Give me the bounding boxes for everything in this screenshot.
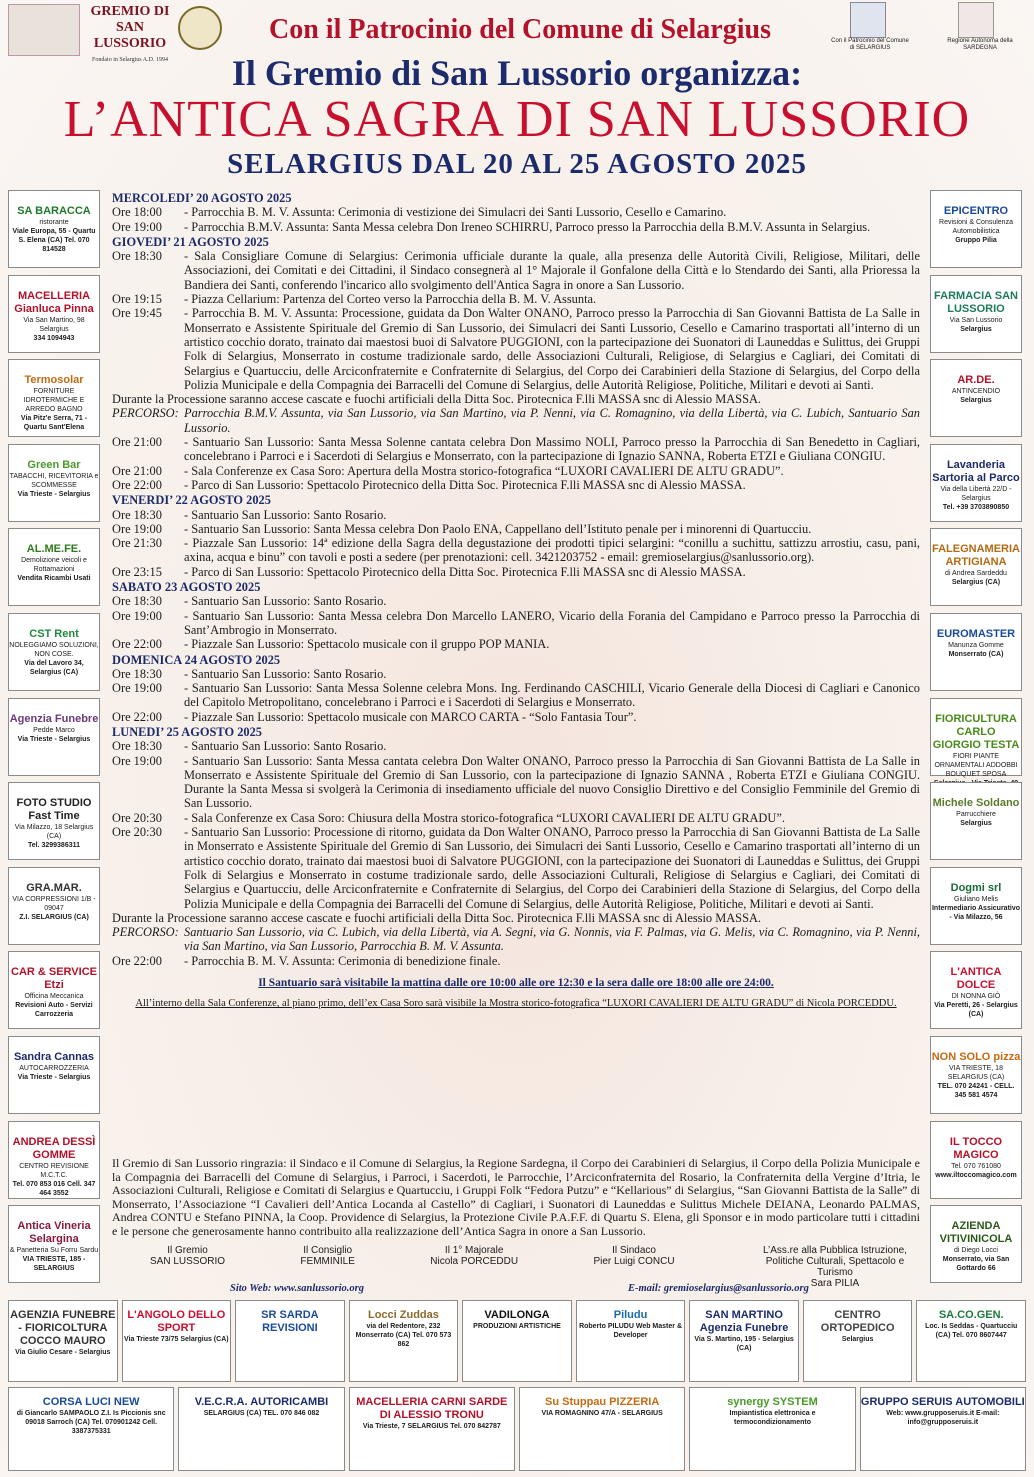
sponsor-ad bbox=[8, 1036, 100, 1114]
sponsor-name: AL.ME.FE. bbox=[26, 543, 82, 556]
sponsor-info: PRODUZIONI ARTISTICHE bbox=[473, 1323, 561, 1330]
sponsor-ad bbox=[8, 275, 100, 353]
sponsor-info: Via S. Martino, 195 - Selargius (CA) bbox=[694, 1336, 794, 1352]
event-desc: - Santuario San Lussorio: Santa Messa Solenne celebra Mons. Ing. Ferdinando CASCHILI, Vicario Generale della Diocesi di Cagliari e Canonico del Capitolo Metropolitano, concelebrano i Parroci e i Sacerdoti di Selargius e Monserrato. bbox=[184, 681, 920, 710]
sponsor-ad bbox=[8, 444, 100, 522]
sponsor-info: Intermediario Assicurativo - Via Milazzo, 56 bbox=[931, 904, 1021, 921]
signature-block bbox=[430, 1245, 518, 1289]
sponsor-sub: Revisioni & Consulenza Automobilistica bbox=[939, 219, 1013, 235]
sponsor-ad bbox=[930, 359, 1022, 437]
event-row bbox=[112, 825, 920, 911]
santuario-hours-text: Il Santuario sarà visitabile la mattina dalle ore 10:00 alle ore 12:30 e la sera dalle ore 18:00 alle ore 24:00. bbox=[258, 977, 774, 990]
thanks-paragraph: Il Gremio di San Lussorio ringrazia: il Sindaco e il Comune di Selargius, la Regione Sardegna, il Corpo dei Carabinieri di Selargius, il Corpo della Polizia Municipale e la Compagnia dei Barracelli del Comune di Selargius, i Parroci, i Sacerdoti, le Parrocchie, l’Arciconfraternita del Rosario, la Confraternita della Vergine d’Itria, le Associazioni Culturali, Religiose e Comitati di Selargius e Quartucciu, i Gruppi Folk “Fedora Putzu” e “Kellarious” di Selargius, “San Giovanni Battista de la Salle” di Monserrato, l’Associazione “I Cavalieri dell’Antica Locanda al Castello” di Cagliari, i Suonatori di Launeddas e Sulittus Michele DEIANA, Leonardo PALMAS, Andrea CONTU e Stefano PINNA, la Coop. Providence di Selargius, la Protezione Civile P.A.F.F. di Quartu S. Elena, gli Sponsor e in modo particolare tutti i cittadini e le persone che generosamente hanno contribuito alla realizzazione dell’Antica Sagra in onore a San Lussorio. bbox=[112, 1156, 920, 1238]
event-row bbox=[112, 681, 920, 710]
sponsor-ad bbox=[930, 867, 1022, 945]
sponsor-sub: di Diego Locci bbox=[954, 1247, 998, 1255]
event-time: Ore 19:00 bbox=[112, 521, 162, 536]
signature-role: Il 1° Majorale bbox=[444, 1245, 504, 1256]
event-time: Ore 23:15 bbox=[112, 564, 162, 579]
sponsor-name: Dogmi srl bbox=[950, 881, 1002, 894]
event-desc: - Santuario San Lussorio: Santa Messa celebra Don Paolo ENA, Cappellano dell’Istituto penale per i minorenni di Quartucciu. bbox=[184, 521, 812, 536]
fireworks-note: Durante la Processione saranno accese cascate e fuochi artificiali della Ditta Soc. Pirotecnica F.lli MASSA snc di Alessio MASSA. bbox=[112, 910, 762, 925]
percorso-route: Parrocchia B.M.V. Assunta, via San Lussorio, via San Martino, via P. Nenni, via C. Romagnino, via della Libertà, via C. Lubich, Santuario San Lussorio. bbox=[184, 406, 920, 435]
event-desc: - Parrocchia B. M. V. Assunta: Cerimonia di vestizione dei Simulacri dei Santi Lussorio, Cesello e Camarino. bbox=[184, 205, 727, 220]
event-row bbox=[112, 508, 920, 522]
event-time: Ore 18:30 bbox=[112, 666, 162, 681]
event-time: Ore 21:30 bbox=[112, 536, 162, 551]
sponsor-info: Selargius bbox=[960, 820, 992, 828]
sponsor-info: Tel. +39 3703890850 bbox=[942, 503, 1010, 511]
signature-name: FEMMINILE bbox=[300, 1256, 355, 1267]
sponsor-ad bbox=[689, 1387, 855, 1471]
sponsor-ad bbox=[178, 1387, 344, 1471]
sponsor-sub: CENTRO REVISIONE M.C.T.C. bbox=[19, 1162, 89, 1179]
sponsor-ad bbox=[8, 613, 100, 691]
sponsor-name: synergy SYSTEM bbox=[727, 1396, 818, 1408]
event-row bbox=[112, 522, 920, 536]
event-row bbox=[112, 637, 920, 651]
sponsor-ad bbox=[930, 613, 1022, 691]
sponsor-info: Via Pitz'e Serra, 71 - Quartu Sant'Elena bbox=[20, 415, 88, 432]
sponsor-name: EPICENTRO bbox=[943, 205, 1009, 217]
sponsor-name: SA.CO.GEN. bbox=[938, 1309, 1004, 1321]
sponsor-ad bbox=[519, 1387, 685, 1471]
signature-name: Nicola PORCEDDU bbox=[430, 1256, 519, 1267]
event-desc: - Santuario San Lussorio: Santo Rosario. bbox=[184, 739, 387, 754]
event-time: Ore 19:00 bbox=[112, 219, 162, 234]
sponsor-info: Loc. Is Seddas - Quartucciu (CA) Tel. 070 8607447 bbox=[925, 1323, 1018, 1339]
event-desc: - Parrocchia B.M.V. Assunta: Santa Messa celebra Don Ireneo SCHIRRU, Parroco presso la Parrocchia della B.M.V. Assunta in Selargius. bbox=[184, 219, 871, 234]
event-row bbox=[112, 478, 920, 492]
sponsor-ad bbox=[930, 782, 1022, 860]
sponsor-name: VADILONGA bbox=[484, 1309, 550, 1321]
email-link[interactable]: E-mail: gremioselargius@sanlussorio.org bbox=[628, 1283, 809, 1294]
day-heading: GIOVEDI’ 21 AGOSTO 2025 bbox=[112, 234, 269, 249]
sponsor-info: Roberto PILUDU Web Master & Developer bbox=[579, 1323, 682, 1339]
event-row bbox=[112, 306, 920, 392]
sponsor-info: Via Trieste - Selargius bbox=[17, 735, 91, 743]
event-time: Ore 19:00 bbox=[112, 681, 162, 696]
event-desc: - Piazzale San Lussorio: Spettacolo musicale con il gruppo POP MANIA. bbox=[184, 637, 550, 652]
event-time: Ore 19:15 bbox=[112, 292, 162, 307]
sponsor-name: Piludu bbox=[613, 1309, 648, 1321]
sponsor-sub: Demolizione veicoli e Rottamazioni bbox=[21, 557, 87, 574]
event-row bbox=[112, 710, 920, 724]
sponsor-sub: Via della Libertà 22/D - Selargius bbox=[940, 485, 1012, 502]
sponsor-ad bbox=[930, 190, 1022, 268]
sponsor-info: Via Trieste, 7 SELARGIUS Tel. 070 842787 bbox=[362, 1423, 501, 1430]
event-desc: - Piazza Cellarium: Partenza del Corteo verso la Parrocchia della B. M. V. Assunta. bbox=[184, 292, 597, 307]
program bbox=[112, 190, 920, 1012]
event-row bbox=[112, 249, 920, 292]
sponsor-info: Web: www.grupposeruis.it E-mail: info@grupposeruis.it bbox=[886, 1410, 1000, 1426]
sardegna-caption: Regione Autonoma della SARDEGNA bbox=[947, 38, 1013, 51]
sponsor-sub: ristorante bbox=[39, 219, 69, 226]
sponsor-name: SAN MARTINO Agenzia Funebre bbox=[699, 1309, 789, 1334]
sponsor-sub: Giuliano Melis bbox=[954, 895, 998, 903]
sponsor-name: Agenzia Funebre bbox=[9, 712, 99, 725]
website-link[interactable]: Sito Web: www.sanlussorio.org bbox=[230, 1283, 365, 1294]
sponsor-ad bbox=[930, 698, 1022, 776]
sponsor-ad bbox=[8, 698, 100, 776]
sponsor-name: Green Bar bbox=[27, 458, 81, 471]
event-time: Ore 20:30 bbox=[112, 825, 162, 840]
sponsor-info: Via Peretti, 26 - Selargius (CA) bbox=[934, 1002, 1018, 1019]
event-row bbox=[112, 464, 920, 478]
santuario-hours bbox=[112, 976, 920, 990]
event-desc: - Parco di San Lussorio: Spettacolo Pirotecnico della Ditta Soc. Pirotecnica F.lli MASSA snc di Alessio MASSA. bbox=[184, 564, 746, 579]
sponsor-ad bbox=[349, 1300, 459, 1382]
sponsor-name: AGENZIA FUNEBRE - FIORICOLTURA COCCO MAURO bbox=[10, 1309, 116, 1347]
sponsor-info: Impiantistica elettronica e termocondizionamento bbox=[729, 1410, 816, 1426]
sponsor-ad bbox=[930, 528, 1022, 606]
sponsor-ad bbox=[689, 1300, 799, 1382]
sponsor-ad bbox=[930, 1121, 1022, 1199]
day-heading: DOMENICA 24 AGOSTO 2025 bbox=[112, 652, 281, 667]
event-desc: - Parrocchia B. M. V. Assunta: Cerimonia di benedizione finale. bbox=[184, 953, 501, 968]
event-row bbox=[112, 292, 920, 306]
event-time: Ore 22:00 bbox=[112, 477, 162, 492]
event-time: Ore 22:00 bbox=[112, 637, 162, 652]
sponsor-ad bbox=[930, 951, 1022, 1029]
sponsor-sub: FORNITURE IDROTERMICHE E ARREDO BAGNO bbox=[23, 388, 85, 414]
sponsor-name: Antica Vineria Selargina bbox=[17, 1220, 91, 1246]
event-time: Ore 21:00 bbox=[112, 435, 162, 450]
sponsor-ad bbox=[8, 528, 100, 606]
event-desc: - Santuario San Lussorio: Santa Messa celebra Don Marcello LANERO, Vicario della Forania del Campidano e Parroco presso la Parrocchia di Sant’Ambrogio in Monserrato. bbox=[184, 608, 920, 637]
percorso-label: PERCORSO: bbox=[112, 406, 179, 421]
sponsor-name: MACELLERIA Gianluca Pinna bbox=[14, 289, 94, 315]
event-desc: - Santuario San Lussorio: Santa Messa Solenne cantata celebra Don Massimo NOLI, Parroco presso la Parrocchia di San Benedetto in Cagliari, concelebrano i Parroci e i Sacerdoti di Selargius e Monserrato, con la partecipazione di Ignazio SANNA, Roberta ETZI e Giuliana CONGIU. bbox=[184, 435, 920, 464]
sponsor-info: Viale Europa, 55 - Quartu S. Elena (CA) Tel. 070 814528 bbox=[12, 228, 96, 253]
event-desc: - Sala Consigliare Comune di Selargius: Cerimonia ufficiale durante la quale, alla presenza delle Autorità Civili, Religiose, Militari, delle Associazioni, dei Comitati e dei Cittadini, il Sindaco consegnerà al 1° Majorale il Gonfalone della Città e lo Stendardo dei Santi, alla Prioressa la Bandiera dei Santi, conferendo l'incarico allo svolgimento dell'Antica Sagra in onore a San Lussorio. bbox=[184, 249, 920, 292]
sponsor-info: Via Trieste - Selargius bbox=[17, 490, 91, 498]
event-date: SELARGIUS DAL 20 AL 25 AGOSTO 2025 bbox=[227, 148, 807, 180]
mostra-note-text: All’interno della Sala Conferenze, al piano primo, dell’ex Casa Soro sarà visibile la Mostra storico-fotografica “LUXORI CAVALIERI DE ALTU GRADU” di Nicola PORCEDDU. bbox=[135, 998, 897, 1010]
sponsor-ad bbox=[235, 1300, 345, 1382]
event-desc: - Piazzale San Lussorio: 14ª edizione della Sagra della degustazione dei prodotti tipici selargini: “conillu a suchittu, sattizzu arrostiu, casu, pani, axina, acqua e binu” con tavoli e posti a sedere (per prenotazioni: cell. 3421203752 - email: gremioselargius@sanlussorio.org). bbox=[184, 536, 920, 565]
patrocinio-title: Con il Patrocinio del Comune di Selargius bbox=[269, 14, 771, 45]
sponsor-name: FIORICULTURA CARLO GIORGIO TESTA bbox=[932, 712, 1020, 751]
sponsor-sub: ANTINCENDIO bbox=[951, 388, 1001, 396]
sponsor-info: Via Giulio Cesare - Selargius bbox=[15, 1349, 111, 1356]
day-heading: LUNEDI’ 25 AGOSTO 2025 bbox=[112, 724, 262, 739]
sponsor-sub: FIORI PIANTE ORNAMENTALI ADDOBBI BOUQUET SPOSA bbox=[934, 752, 1018, 778]
sponsor-ad bbox=[916, 1300, 1026, 1382]
event-desc: - Santuario San Lussorio: Santo Rosario. bbox=[184, 666, 387, 681]
sponsor-name: CST Rent bbox=[29, 628, 79, 640]
event-row bbox=[112, 205, 920, 219]
sponsor-ad bbox=[122, 1300, 232, 1382]
sponsor-info: VIA TRIESTE, 185 - SELARGIUS bbox=[22, 1256, 86, 1273]
event-time: Ore 18:30 bbox=[112, 594, 162, 609]
sponsor-info: Gruppo Pilia bbox=[955, 237, 997, 244]
sponsor-sub: Via San Martino, 98 Selargius bbox=[23, 316, 85, 333]
sponsor-info: Monserrato, via San Gottardo 66 bbox=[942, 1256, 1010, 1273]
sponsor-info: TEL. 070 24241 - CELL. 345 581 4574 bbox=[937, 1083, 1015, 1099]
sponsor-ad bbox=[8, 190, 100, 268]
signature-name: Pier Luigi CONCU bbox=[593, 1256, 675, 1267]
selargius-coat-of-arms-icon bbox=[850, 2, 886, 38]
event-row bbox=[112, 565, 920, 579]
sponsor-info: Via Trieste 73/75 Selargius (CA) bbox=[124, 1336, 229, 1343]
sponsor-info: Monserrato (CA) bbox=[948, 651, 1004, 658]
event-row bbox=[112, 811, 920, 825]
sponsor-name: Locci Zuddas bbox=[367, 1309, 439, 1321]
signature-role: L’Ass.re alla Pubblica Istruzione, Politiche Culturali, Spettacolo e Turismo bbox=[763, 1245, 907, 1278]
sponsor-sub: Officina Meccanica bbox=[24, 993, 84, 1001]
sponsor-sub: TABACCHI, RICEVITORIA e SCOMMESSE bbox=[9, 472, 99, 489]
sponsor-name: FALEGNAMERIA ARTIGIANA bbox=[932, 543, 1020, 569]
sponsor-sub: DI NONNA GIÒ bbox=[951, 993, 1001, 1001]
sponsor-info: VIA ROMAGNINO 47/A - SELARGIUS bbox=[541, 1410, 663, 1417]
sponsor-ad bbox=[576, 1300, 686, 1382]
sponsor-ad bbox=[8, 782, 100, 860]
sponsor-sub: AUTOCARROZZERIA bbox=[19, 1065, 89, 1072]
gremio-seal-icon bbox=[178, 6, 222, 50]
day-heading: SABATO 23 AGOSTO 2025 bbox=[112, 580, 261, 595]
sponsor-info: Tel. 070 853 016 Cell. 347 464 3552 bbox=[12, 1180, 96, 1197]
sponsor-info: Via Trieste - Selargius bbox=[17, 1074, 91, 1081]
event-time: Ore 22:00 bbox=[112, 709, 162, 724]
sponsor-name: L'ANGOLO DELLO SPORT bbox=[127, 1309, 226, 1334]
sponsor-name: IL TOCCO MAGICO bbox=[949, 1135, 1003, 1161]
event-row bbox=[112, 739, 920, 753]
sponsor-name: Michele Soldano bbox=[932, 797, 1020, 810]
event-desc: - Santuario San Lussorio: Processione di ritorno, guidata da Don Walter ONANO, Parroco presso la Parrocchia di San Giovanni Battista de La Salle in Monserrato e Assistente Spirituale del Gremio di San Lussorio, dei Simulacri dei Santi Lussorio, Cesello e Camarino trasportati all’interno di un artistico cocchio dorato, trainato dai maestosi buoi di Salvatore PUGGIONI, con la partecipazione dei Suonatori di Launeddas e Sulittus, dei Gruppi Folk di Selargius e Monserrato in costume tradizionale sardo, delle Associazioni Culturali, Religiose di Selargius e Cagliari, dei Comitati di Selargius e Quartucciu, delle Arciconfraternite e Confraternite di Selargius, del Corpo dei Carabinieri della Stazione di Selargius, del Corpo della Polizia Municipale e della Compagnia dei Barracelli del Comune di Selargius, delle Autorità Religiose, Politiche, Militari e devoti ai Santi. bbox=[184, 825, 920, 911]
sponsor-info: Revisioni Auto - Servizi Carrozzeria bbox=[15, 1002, 93, 1019]
event-row bbox=[112, 536, 920, 565]
sponsor-ad bbox=[930, 275, 1022, 353]
sponsor-name: ANDREA DESSÌ GOMME bbox=[12, 1135, 96, 1161]
event-desc: - Santuario San Lussorio: Santo Rosario. bbox=[184, 507, 387, 522]
sponsor-ad bbox=[8, 1121, 100, 1199]
sponsor-name: CENTRO ORTOPEDICO bbox=[820, 1309, 895, 1334]
event-desc: - Santuario San Lussorio: Santo Rosario. bbox=[184, 594, 387, 609]
sponsor-name: EUROMASTER bbox=[936, 628, 1016, 640]
gremio-logo-label: GREMIO DI SAN LUSSORIO bbox=[90, 4, 170, 51]
fireworks-note: Durante la Processione saranno accese cascate e fuochi artificiali della Ditta Soc. Pirotecnica F.lli MASSA snc di Alessio MASSA. bbox=[112, 392, 762, 407]
event-row bbox=[112, 435, 920, 464]
sponsor-sub: Parrucchiere bbox=[956, 811, 996, 819]
sponsor-ad bbox=[8, 867, 100, 945]
sponsor-info: www.iltoccomagico.com bbox=[935, 1171, 1017, 1179]
sponsor-name: SR SARDA REVISIONI bbox=[261, 1309, 319, 1334]
selargius-caption: Con il Patrocinio del Comune di SELARGIUS bbox=[831, 38, 909, 51]
sponsor-sub: Via Milazzo, 18 Selargius (CA) bbox=[14, 824, 94, 841]
sponsor-info: Z.I. SELARGIUS (CA) bbox=[19, 913, 89, 921]
sponsor-ad bbox=[860, 1387, 1026, 1471]
sponsor-name: CORSA LUCI NEW bbox=[42, 1396, 140, 1408]
sponsor-info: 334 1094943 bbox=[33, 334, 75, 342]
event-time: Ore 18:00 bbox=[112, 205, 162, 220]
event-time: Ore 22:00 bbox=[112, 953, 162, 968]
sponsor-name: GRA.MAR. bbox=[26, 881, 82, 894]
sponsor-ad bbox=[930, 444, 1022, 522]
sponsor-info: Selargius (CA) bbox=[951, 579, 1001, 587]
sponsor-info: SELARGIUS (CA) TEL. 070 846 082 bbox=[203, 1410, 320, 1417]
sponsor-ad bbox=[8, 1205, 100, 1283]
sponsor-name: AZIENDA VITIVINICOLA bbox=[939, 1220, 1013, 1246]
signature-role: Il Sindaco bbox=[612, 1245, 656, 1256]
sponsor-ad bbox=[930, 1205, 1022, 1283]
mostra-note bbox=[112, 997, 920, 1011]
sponsor-name: FOTO STUDIO Fast Time bbox=[16, 797, 92, 823]
sponsor-sub: Via San Lussorio bbox=[949, 316, 1003, 324]
sponsor-ad bbox=[462, 1300, 572, 1382]
sponsor-sub: di Andrea Sardeddu bbox=[945, 570, 1007, 578]
sponsor-info: via del Redentore, 232 Monserrato (CA) Tel. 070 573 862 bbox=[355, 1323, 452, 1348]
event-desc: - Santuario San Lussorio: Santa Messa cantata celebra Don Walter ONANO, Parroco presso la Parrocchia di San Giovanni Battista de La Salle in Monserrato e Assistente Spirituale del Gremio di San Lussorio, con la partecipazione di Ignazio SANNA , Roberta ETZI e Giuliana CONGIU. Durante la Santa Messa si svolgerà la Cerimonia di insediamento ufficiale del nuovo Consiglio Direttivo e del Consiglio Femminile del Gremio di San Lussorio. bbox=[184, 753, 920, 811]
percorso-route: Santuario San Lussorio, via C. Lubich, via della Libertà, via A. Segni, via G. Nonnis, via F. Palmas, via G. Melis, via C. Romagnino, via P. Nenni, via San Martino, via San Lussorio, Parrocchia B. M. V. Assunta. bbox=[184, 925, 920, 954]
sponsor-info: di Giancarlo SAMPAOLO Z.I. Is Piccionis snc 09018 Sarroch (CA) Tel. 070901242 Cell. 3387375331 bbox=[16, 1410, 166, 1435]
sponsor-name: GRUPPO SERUIS AUTOMOBILI bbox=[860, 1396, 1025, 1408]
sponsor-ad bbox=[930, 1036, 1022, 1114]
sponsor-info: Selargius bbox=[960, 325, 992, 333]
sponsor-ad bbox=[8, 359, 100, 437]
event-time: Ore 20:30 bbox=[112, 810, 162, 825]
event-time: Ore 19:00 bbox=[112, 608, 162, 623]
signature-role: Il Consiglio bbox=[303, 1245, 353, 1256]
sponsor-info: Vendita Ricambi Usati bbox=[17, 575, 91, 583]
sponsor-name: V.E.C.R.A. AUTORICAMBI bbox=[194, 1396, 329, 1408]
page-title: L’ANTICA SAGRA DI SAN LUSSORIO bbox=[63, 91, 971, 148]
event-time: Ore 18:30 bbox=[112, 249, 162, 264]
gremio-building-logo bbox=[8, 4, 80, 56]
event-desc: - Sala Conferenze ex Casa Soro: Apertura della Mostra storico-fotografica “LUXORI CAVALIERI DE ALTU GRADU”. bbox=[184, 463, 784, 478]
sponsor-ad bbox=[803, 1300, 913, 1382]
event-time: Ore 18:30 bbox=[112, 507, 162, 522]
day-heading: VENERDI’ 22 AGOSTO 2025 bbox=[112, 493, 271, 508]
event-desc: - Piazzale San Lussorio: Spettacolo musicale con MARCO CARTA - “Solo Fantasia Tour”. bbox=[184, 709, 637, 724]
event-row bbox=[112, 609, 920, 638]
sponsor-info: Tel. 3299386311 bbox=[27, 842, 81, 850]
sponsor-info: Via del Lavoro 34, Selargius (CA) bbox=[24, 660, 84, 676]
gremio-logo-sub: Fondato in Selargius A.D. 1994 bbox=[92, 57, 168, 63]
sponsor-sub: Pedde Marco bbox=[33, 726, 75, 734]
event-row bbox=[112, 594, 920, 608]
sponsor-name: SA BARACCA bbox=[17, 205, 91, 217]
sponsor-info: Selargius bbox=[841, 1336, 874, 1343]
signature-block bbox=[150, 1245, 225, 1289]
sardegna-coat-of-arms-icon bbox=[958, 2, 994, 38]
sponsor-sub: VIA TRIESTE, 18 SELARGIUS (CA) bbox=[947, 1065, 1005, 1081]
event-row bbox=[112, 954, 920, 968]
sponsor-ad bbox=[8, 1387, 174, 1471]
event-time: Ore 21:00 bbox=[112, 463, 162, 478]
sponsor-sub: & Panetteria Su Forru Sardu bbox=[9, 1247, 99, 1255]
event-desc: - Parrocchia B. M. V. Assunta: Processione, guidata da Don Walter ONANO, Parroco presso la Parrocchia di San Giovanni Battista de La Salle in Monserrato e Assistente Spirituale del Gremio di San Lussorio, dei Simulacri dei Santi Lussorio, Cesello e Camarino trasportati all’interno di un artistico cocchio dorato, trainato dai maestosi buoi di Salvatore PUGGIONI, con la partecipazione dei Suonatori di Launeddas e Sulittus, dei Gruppi Folk di Selargius, Monserrato in costume tradizionale sardo, delle Associazioni Culturali, Religiose, di Selargius e Cagliari, dei Comitati di Selargius e Quartucciu, delle Arciconfraternite e Confraternite di Selargius, del Corpo dei Carabinieri della Stazione di Selargius, del Corpo della Polizia Municipale e della Compagnia dei Barracelli del Comune di Selargius, delle Autorità Religiose, Politiche, Militari e devoti ai Santi. bbox=[184, 306, 920, 392]
sponsor-name: CAR & SERVICE Etzi bbox=[11, 966, 97, 992]
sponsor-info: Selargius bbox=[960, 397, 992, 405]
sponsor-sub: Manunza Gomme bbox=[948, 642, 1004, 649]
sponsor-name: Termosolar bbox=[24, 374, 84, 387]
sponsor-sub: VIA CORPRESSIONI 1/B - 09047 bbox=[12, 895, 96, 912]
organizza-heading: Il Gremio di San Lussorio organizza: bbox=[231, 53, 803, 93]
sponsor-name: Sandra Cannas bbox=[13, 1051, 95, 1063]
percorso-row bbox=[112, 925, 920, 954]
event-row bbox=[112, 754, 920, 811]
sponsor-name: NON SOLO pizza bbox=[931, 1051, 1021, 1063]
sponsor-ad bbox=[8, 1300, 118, 1382]
sponsor-sub: Tel. 070 761080 bbox=[951, 1162, 1001, 1170]
event-row bbox=[112, 667, 920, 681]
signature-name: SAN LUSSORIO bbox=[150, 1256, 226, 1267]
sponsor-name: FARMACIA SAN LUSSORIO bbox=[934, 289, 1018, 315]
event-row bbox=[112, 220, 920, 234]
event-desc: - Sala Conferenze ex Casa Soro: Chiusura della Mostra storico-fotografica “LUXORI CAVALIERI DE ALTU GRADU”. bbox=[184, 810, 785, 825]
event-time: Ore 19:00 bbox=[112, 753, 162, 768]
signature-role: Il Gremio bbox=[167, 1245, 208, 1256]
sponsor-name: Su Stuppau PIZZERIA bbox=[545, 1396, 660, 1408]
sponsor-sub: NOLEGGIAMO SOLUZIONI, NON COSE. bbox=[9, 642, 99, 658]
event-desc: - Parco di San Lussorio: Spettacolo Pirotecnico della Ditta Soc. Pirotecnica F.lli MASSA snc di Alessio MASSA. bbox=[184, 477, 746, 492]
day-heading: MERCOLEDI’ 20 AGOSTO 2025 bbox=[112, 191, 292, 205]
sponsor-name: MACELLERIA CARNI SARDE DI ALESSIO TRONU bbox=[356, 1396, 508, 1421]
event-time: Ore 18:30 bbox=[112, 739, 162, 754]
sponsor-name: Lavanderia Sartoria al Parco bbox=[932, 458, 1020, 484]
event-time: Ore 19:45 bbox=[112, 306, 162, 321]
percorso-label: PERCORSO: bbox=[112, 925, 179, 940]
signature-name: Sara PILIA bbox=[810, 1278, 860, 1289]
sponsor-name: AR.DE. bbox=[957, 374, 995, 387]
sponsor-name: L'ANTICA DOLCE bbox=[950, 966, 1002, 992]
sponsor-ad bbox=[8, 951, 100, 1029]
sponsor-ad bbox=[349, 1387, 515, 1471]
percorso-row bbox=[112, 406, 920, 435]
